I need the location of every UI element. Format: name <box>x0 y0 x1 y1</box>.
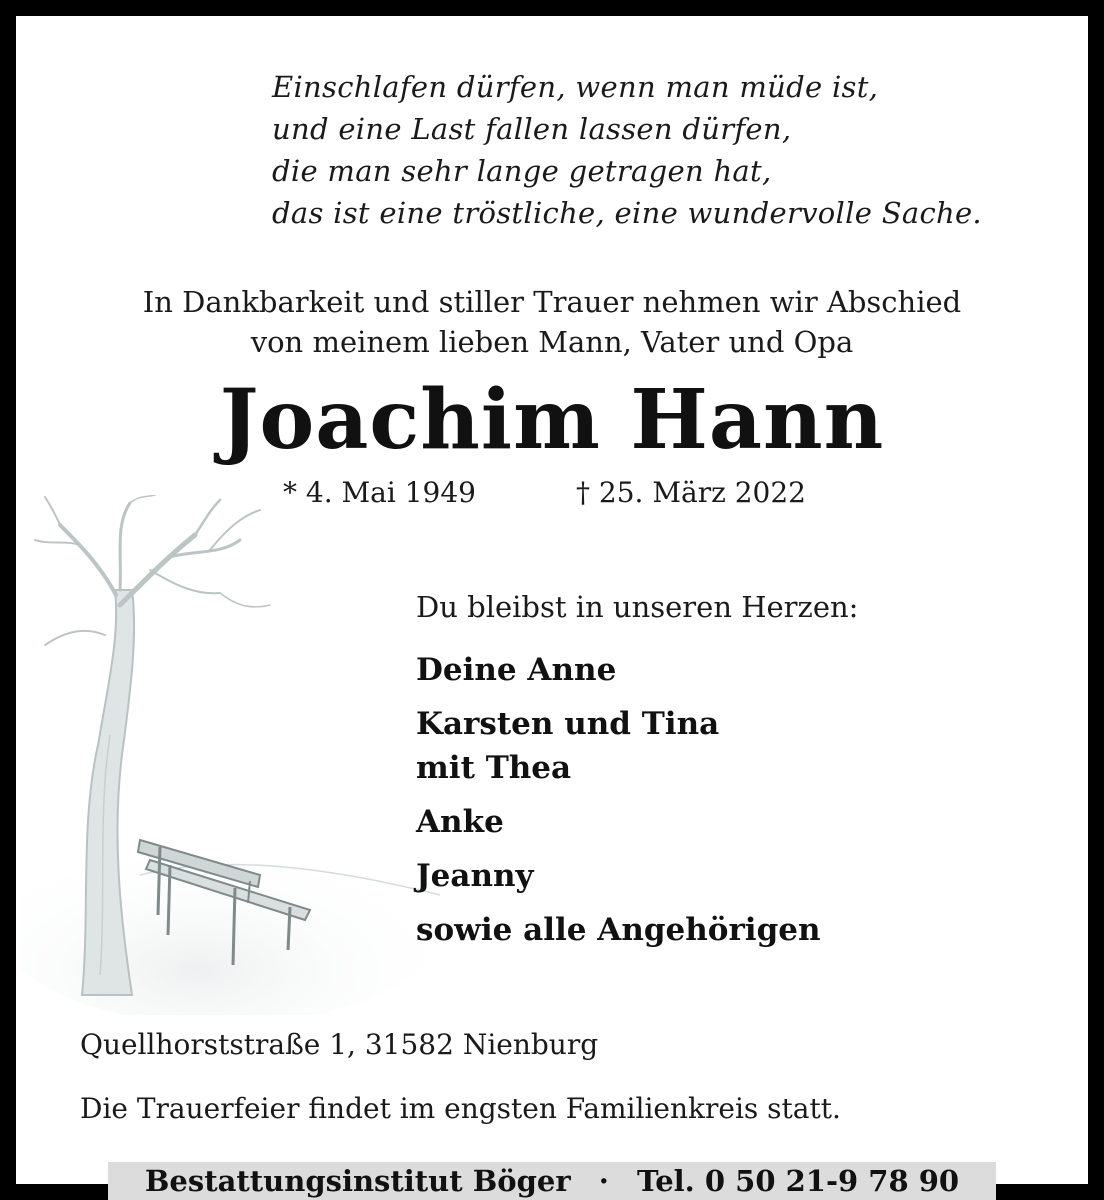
poem-line: Einschlafen dürfen, wenn man müde ist, <box>272 70 879 104</box>
poem <box>272 66 982 234</box>
intro-line-1: In Dankbarkeit und stiller Trauer nehmen wir Abschied <box>142 285 962 319</box>
mourner-name: Jeanny <box>416 858 534 894</box>
birth-date: * 4. Mai 1949 <box>283 476 476 509</box>
ceremony-note: Die Trauerfeier findet im engsten Familienkreis statt. <box>80 1092 841 1125</box>
mourner-name: sowie alle Angehörigen <box>416 912 821 948</box>
mourners-list <box>416 648 821 952</box>
death-date: † 25. März 2022 <box>576 476 806 509</box>
border-left <box>0 0 16 1200</box>
separator: · <box>598 1164 609 1198</box>
intro-line-2: von meinem lieben Mann, Vater und Opa <box>250 325 854 359</box>
mourner-name: Deine Anne <box>416 652 617 688</box>
tree-and-bench-illustration <box>20 495 450 1015</box>
funeral-home-name: Bestattungsinstitut Böger <box>144 1164 571 1198</box>
address: Quellhorststraße 1, 31582 Nienburg <box>80 1028 599 1061</box>
border-right <box>1088 0 1104 1200</box>
mourners-heading: Du bleibst in unseren Herzen: <box>416 590 859 624</box>
border-top <box>0 0 1104 16</box>
phone-number: Tel. 0 50 21-9 78 90 <box>636 1164 960 1198</box>
poem-line: und eine Last fallen lassen dürfen, <box>272 112 792 146</box>
mourner-name: mit Thea <box>416 750 572 786</box>
funeral-home-bar <box>108 1162 996 1200</box>
deceased-name: Joachim Hann <box>219 372 885 468</box>
poem-line: die man sehr lange getragen hat, <box>272 154 772 188</box>
mourner-name: Anke <box>416 804 504 840</box>
poem-line: das ist eine tröstliche, eine wundervolle Sache. <box>272 196 982 230</box>
mourner-name: Karsten und Tina <box>416 706 720 742</box>
intro-text <box>0 282 1104 362</box>
